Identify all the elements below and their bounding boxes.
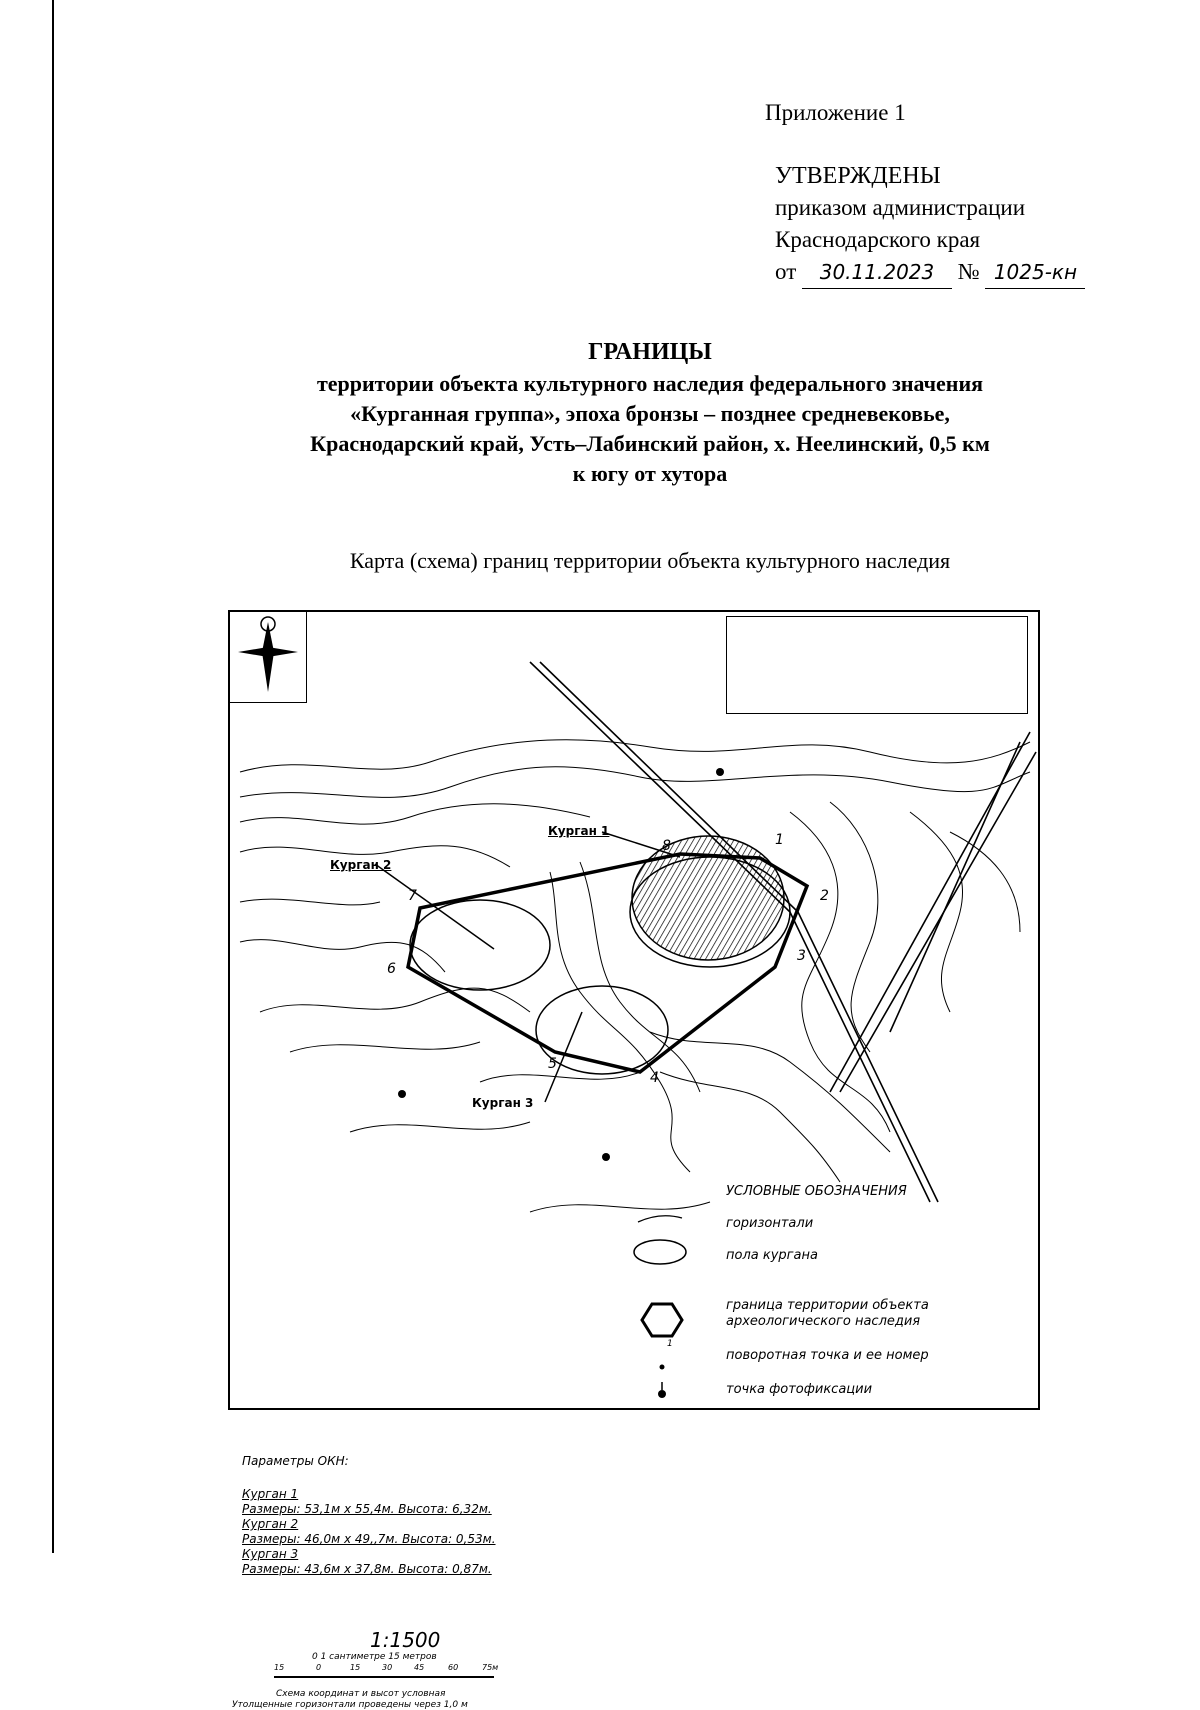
order-date: 30.11.2023 bbox=[802, 256, 952, 289]
legend-boundary-1: граница территории объекта bbox=[726, 1298, 929, 1313]
left-margin-rule bbox=[52, 0, 54, 1553]
legend-mound-base: пола кургана bbox=[726, 1248, 818, 1263]
scale-tick: 15 bbox=[350, 1663, 361, 1672]
legend-turn-point-sample: 1 bbox=[667, 1339, 673, 1349]
north-arrow-box bbox=[230, 612, 307, 703]
scale-ratio: 1:1500 bbox=[370, 1628, 441, 1652]
monument-parameters bbox=[242, 1454, 496, 1577]
params-k2-name: Курган 2 bbox=[242, 1517, 299, 1531]
title-line-3: Краснодарский край, Усть–Лабинский район, х. Неелинский, 0,5 км bbox=[310, 431, 990, 456]
approved-line-1: приказом администрации bbox=[775, 195, 1026, 220]
params-heading: Параметры ОКН: bbox=[242, 1454, 349, 1468]
north-arrow-icon bbox=[230, 612, 306, 702]
approved-title: УТВЕРЖДЕНЫ bbox=[775, 163, 941, 189]
scale-tick: 60 bbox=[448, 1663, 459, 1672]
point-label-1: 1 bbox=[775, 832, 784, 848]
scale-footnote-1: Схема координат и высот условная bbox=[276, 1689, 446, 1699]
approval-block bbox=[775, 160, 1085, 289]
title-line-1: территории объекта культурного наследия федерального значения bbox=[316, 371, 984, 396]
params-k3-name: Курган 3 bbox=[242, 1547, 299, 1561]
map-frame bbox=[228, 610, 1040, 1710]
approved-line-2: Краснодарского края bbox=[775, 227, 981, 252]
boundary-hexagon-icon bbox=[642, 1304, 682, 1336]
contour-line-icon bbox=[638, 1216, 682, 1222]
kurgan-1-label: Курган 1 bbox=[548, 824, 610, 838]
point-label-5: 5 bbox=[548, 1056, 557, 1072]
point-label-2: 2 bbox=[820, 888, 829, 904]
params-k3-dims: Размеры: 43,6м х 37,8м. Высота: 0,87м. bbox=[242, 1562, 492, 1576]
date-prefix: от bbox=[775, 259, 797, 284]
legend-contours: горизонтали bbox=[726, 1216, 814, 1231]
point-label-6: 6 bbox=[387, 961, 396, 977]
approval-date-line bbox=[775, 256, 1085, 289]
roads bbox=[530, 662, 1036, 1202]
contour-lines bbox=[240, 740, 1030, 1212]
document-title bbox=[200, 337, 1100, 489]
legend-symbols bbox=[630, 1210, 700, 1380]
legend-turn-point: поворотная точка и ее номер bbox=[726, 1348, 929, 1363]
scale-footnote-2: Утолщенные горизонтали проведены через 1,0 м bbox=[232, 1700, 468, 1710]
photo-point-icon bbox=[650, 1378, 680, 1408]
map-caption: Карта (схема) границ территории объекта культурного наследия bbox=[349, 548, 951, 573]
mound-leaders bbox=[375, 832, 680, 1102]
title-main: ГРАНИЦЫ bbox=[588, 339, 712, 365]
title-line-2: «Курганная группа», эпоха бронзы – позднее средневековье, bbox=[350, 401, 950, 426]
order-number: 1025-кн bbox=[985, 256, 1085, 289]
scale-tick: 75м bbox=[482, 1663, 499, 1672]
point-label-8: 8 bbox=[662, 838, 671, 854]
turn-point-icon bbox=[660, 1365, 665, 1370]
params-k1-name: Курган 1 bbox=[242, 1487, 299, 1501]
scale-tick: 30 bbox=[382, 1663, 393, 1672]
params-k1-dims: Размеры: 53,1м х 55,4м. Высота: 6,32м. bbox=[242, 1502, 492, 1516]
appendix-label: Приложение 1 bbox=[765, 100, 906, 125]
legend-photo-point: точка фотофиксации bbox=[726, 1382, 873, 1397]
point-label-7: 7 bbox=[408, 888, 417, 904]
point-label-4: 4 bbox=[650, 1070, 659, 1086]
mound-base-icon bbox=[634, 1240, 686, 1264]
kurgan-3-label: Курган 3 bbox=[472, 1096, 534, 1110]
scale-note: 0 1 сантиметре 15 метров bbox=[312, 1652, 437, 1662]
scale-tick: 0 bbox=[316, 1663, 322, 1672]
kurgan-2-label: Курган 2 bbox=[330, 858, 392, 872]
number-prefix: № bbox=[957, 259, 980, 284]
legend-boundary-2: археологического наследия bbox=[726, 1314, 921, 1329]
params-k2-dims: Размеры: 46,0м х 49,,7м. Высота: 0,53м. bbox=[242, 1532, 496, 1546]
scale-tick: 45 bbox=[414, 1663, 425, 1672]
point-label-3: 3 bbox=[797, 948, 806, 964]
scale-tick: 15 bbox=[274, 1663, 285, 1672]
scale-bar bbox=[274, 1676, 494, 1678]
legend-title: УСЛОВНЫЕ ОБОЗНАЧЕНИЯ bbox=[726, 1184, 907, 1199]
blank-info-box bbox=[726, 616, 1028, 714]
title-line-4: к югу от хутора bbox=[572, 461, 728, 486]
